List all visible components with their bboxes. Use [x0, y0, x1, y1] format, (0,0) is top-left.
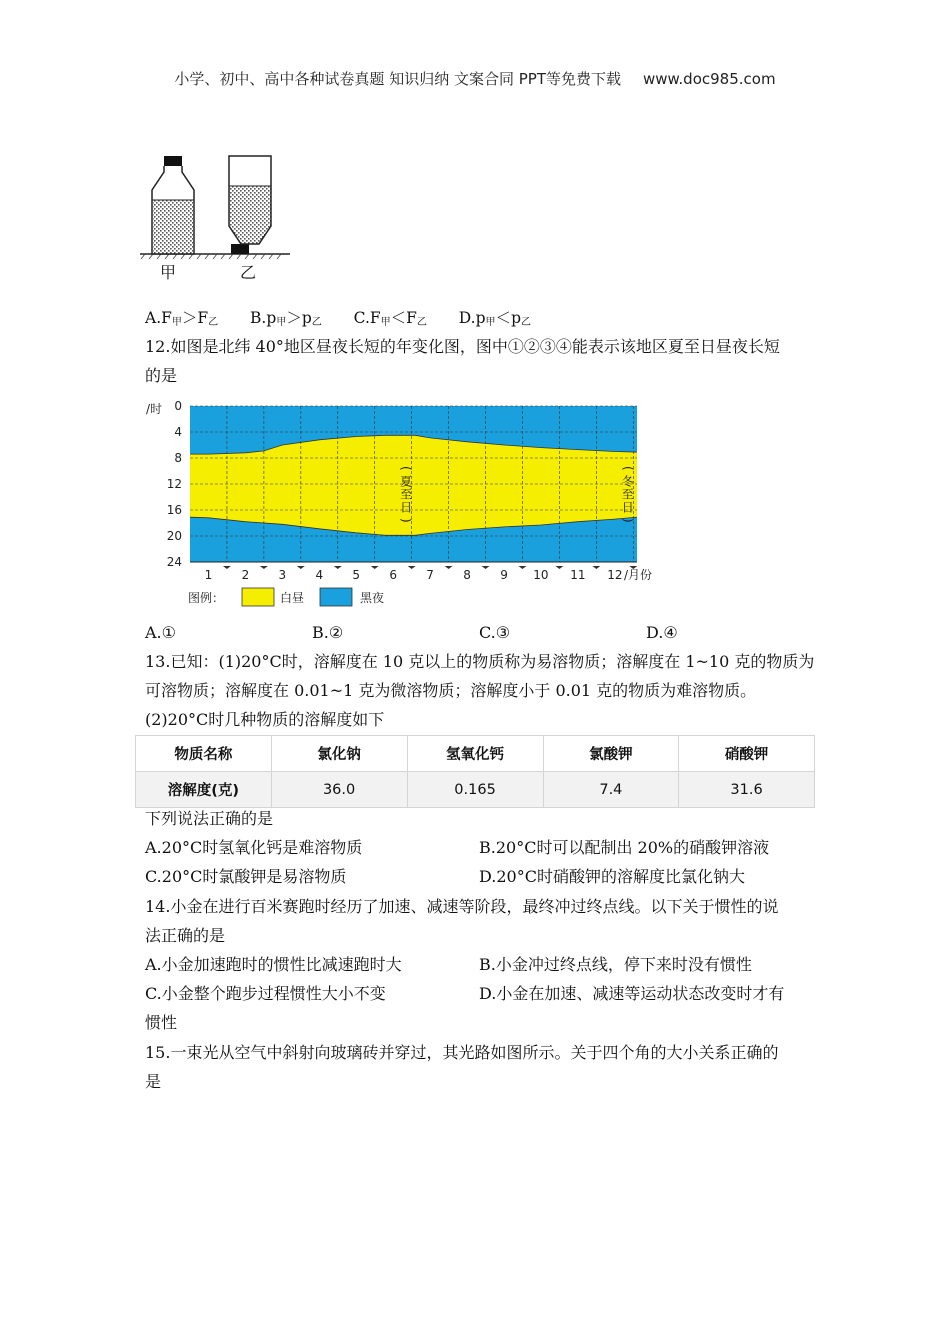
x-tick-marker — [445, 566, 453, 569]
q11-option-c[interactable]: $C.F_甲<F_乙$ — [353, 309, 427, 328]
q14-option-d-cont: 惯性 — [145, 1013, 178, 1032]
annotation-char: ( — [399, 465, 414, 471]
q11-option-a[interactable]: $A.F_甲>F_乙$ — [145, 309, 219, 328]
solubility-table — [135, 735, 815, 808]
x-tick-marker — [518, 566, 526, 569]
q14-option-a[interactable]: A.小金加速跑时的惯性比减速跑时大 — [145, 955, 402, 974]
legend-day-label: 白昼 — [280, 591, 305, 605]
page-header — [0, 68, 950, 89]
x-tick-marker — [223, 566, 231, 569]
y-tick-label: 24 — [166, 555, 182, 569]
x-tick-label: 9 — [500, 568, 508, 582]
x-axis-label: /月份 — [624, 568, 653, 582]
table-header-cell: 物质名称 — [136, 736, 272, 772]
q14-line1: 14.小金在进行百米赛跑时经历了加速、减速等阶段，最终冲过终点线。以下关于惯性的说 — [145, 897, 779, 916]
y-tick-label: 4 — [174, 425, 182, 439]
y-tick-label: 12 — [166, 477, 182, 491]
day-night-chart — [140, 396, 670, 616]
header-url[interactable]: www.doc985.com — [642, 70, 776, 88]
legend-day-swatch — [242, 588, 274, 606]
q12-stem-line2: 的是 — [145, 366, 178, 385]
bottle-yi — [229, 156, 271, 254]
annotation-char: ) — [620, 517, 635, 523]
table-header-cell: 氯酸钾 — [543, 736, 679, 772]
x-tick-marker — [482, 566, 490, 569]
q13-option-d[interactable]: D.20°C时硝酸钾的溶解度比氯化钠大 — [479, 867, 745, 886]
table-header-row — [136, 736, 815, 772]
q14-option-c[interactable]: C.小金整个跑步过程惯性大小不变 — [145, 984, 386, 1003]
q13-line3: (2)20°C时几种物质的溶解度如下 — [145, 710, 385, 729]
annotation-char: ) — [399, 517, 414, 523]
x-tick-marker — [297, 566, 305, 569]
q13-prompt: 下列说法正确的是 — [145, 809, 274, 828]
y-tick-label: 16 — [166, 503, 182, 517]
x-tick-marker — [371, 566, 379, 569]
y-tick-label: 20 — [166, 529, 182, 543]
solstice-annotation — [621, 466, 635, 523]
legend-night-swatch — [320, 588, 352, 606]
annotation-char: ( — [620, 465, 635, 471]
table-row-label: 溶解度(克) — [136, 772, 272, 808]
legend-night-label: 黑夜 — [360, 591, 385, 605]
q12-option-c[interactable]: C.③ — [479, 623, 511, 642]
annotation-char: 夏 — [400, 474, 413, 489]
y-tick-label: 8 — [174, 451, 182, 465]
table-header-cell: 氯化钠 — [271, 736, 407, 772]
x-tick-label: 12 — [607, 568, 623, 582]
q12-option-b[interactable]: B.② — [312, 623, 344, 642]
table-cell: 0.165 — [407, 772, 543, 808]
label-jia: 甲 — [160, 263, 177, 282]
x-tick-label: 3 — [278, 568, 287, 582]
bottle-jia — [152, 156, 194, 254]
table-header-cell: 氢氧化钙 — [407, 736, 543, 772]
bottles-figure — [140, 150, 290, 285]
x-tick-marker — [408, 566, 416, 569]
x-tick-label: 5 — [352, 568, 361, 582]
y-axis-label: /时 — [146, 402, 163, 416]
x-tick-label: 7 — [426, 568, 434, 582]
q14-line2: 法正确的是 — [145, 926, 226, 945]
table-cell: 31.6 — [679, 772, 815, 808]
x-tick-label: 4 — [315, 568, 324, 582]
x-tick-label: 6 — [389, 568, 398, 582]
x-tick-label: 2 — [241, 568, 250, 582]
q14-option-d[interactable]: D.小金在加速、减速等运动状态改变时才有 — [479, 984, 785, 1003]
y-tick-label: 0 — [174, 399, 182, 413]
table-row — [136, 772, 815, 808]
q14-option-b[interactable]: B.小金冲过终点线，停下来时没有惯性 — [479, 955, 752, 974]
annotation-char: 日 — [400, 500, 413, 515]
annotation-char: 日 — [621, 500, 634, 515]
annotation-char: 冬 — [621, 474, 634, 489]
q13-line2: 可溶物质；溶解度在 0.01~1 克为微溶物质；溶解度小于 0.01 克的物质为难溶物质。 — [145, 681, 757, 700]
q13-option-b[interactable]: B.20°C时可以配制出 20%的硝酸钾溶液 — [479, 838, 770, 857]
x-tick-label: 10 — [533, 568, 549, 582]
x-tick-marker — [260, 566, 268, 569]
solstice-annotation — [399, 466, 413, 523]
legend-title: 图例： — [188, 591, 225, 605]
q13-option-a[interactable]: A.20°C时氢氧化钙是难溶物质 — [145, 838, 363, 857]
q13-line1: 13.已知：(1)20°C时，溶解度在 10 克以上的物质称为易溶物质；溶解度在 1~10 克的物质为 — [145, 652, 815, 671]
x-tick-marker — [334, 566, 342, 569]
label-yi: 乙 — [240, 263, 257, 282]
x-tick-marker — [592, 566, 600, 569]
q15-line2: 是 — [145, 1072, 162, 1091]
q15-line1: 15.一束光从空气中斜射向玻璃砖并穿过，其光路如图所示。关于四个角的大小关系正确的 — [145, 1043, 779, 1062]
q11-option-d[interactable]: $D.p_甲<p_乙$ — [458, 309, 531, 328]
annotation-char: 至 — [621, 487, 634, 502]
q12-option-d[interactable]: D.④ — [646, 623, 678, 642]
x-tick-label: 11 — [570, 568, 586, 582]
x-tick-marker — [555, 566, 563, 569]
annotation-char: 至 — [400, 487, 413, 502]
table-header-cell: 硝酸钾 — [679, 736, 815, 772]
x-tick-label: 8 — [463, 568, 471, 582]
q13-option-c[interactable]: C.20°C时氯酸钾是易溶物质 — [145, 867, 347, 886]
q12-stem-line1: 12.如图是北纬 40°地区昼夜长短的年变化图，图中①②③④能表示该地区夏至日昼夜长短 — [145, 337, 780, 356]
q11-option-b[interactable]: $B.p_甲>p_乙$ — [250, 309, 322, 328]
table-cell: 7.4 — [543, 772, 679, 808]
q12-option-a[interactable]: A.① — [145, 623, 176, 642]
header-text: 小学、初中、高中各种试卷真题 知识归纳 文案合同 PPT等免费下载 — [174, 70, 621, 88]
table-cell: 36.0 — [271, 772, 407, 808]
x-tick-label: 1 — [204, 568, 213, 582]
